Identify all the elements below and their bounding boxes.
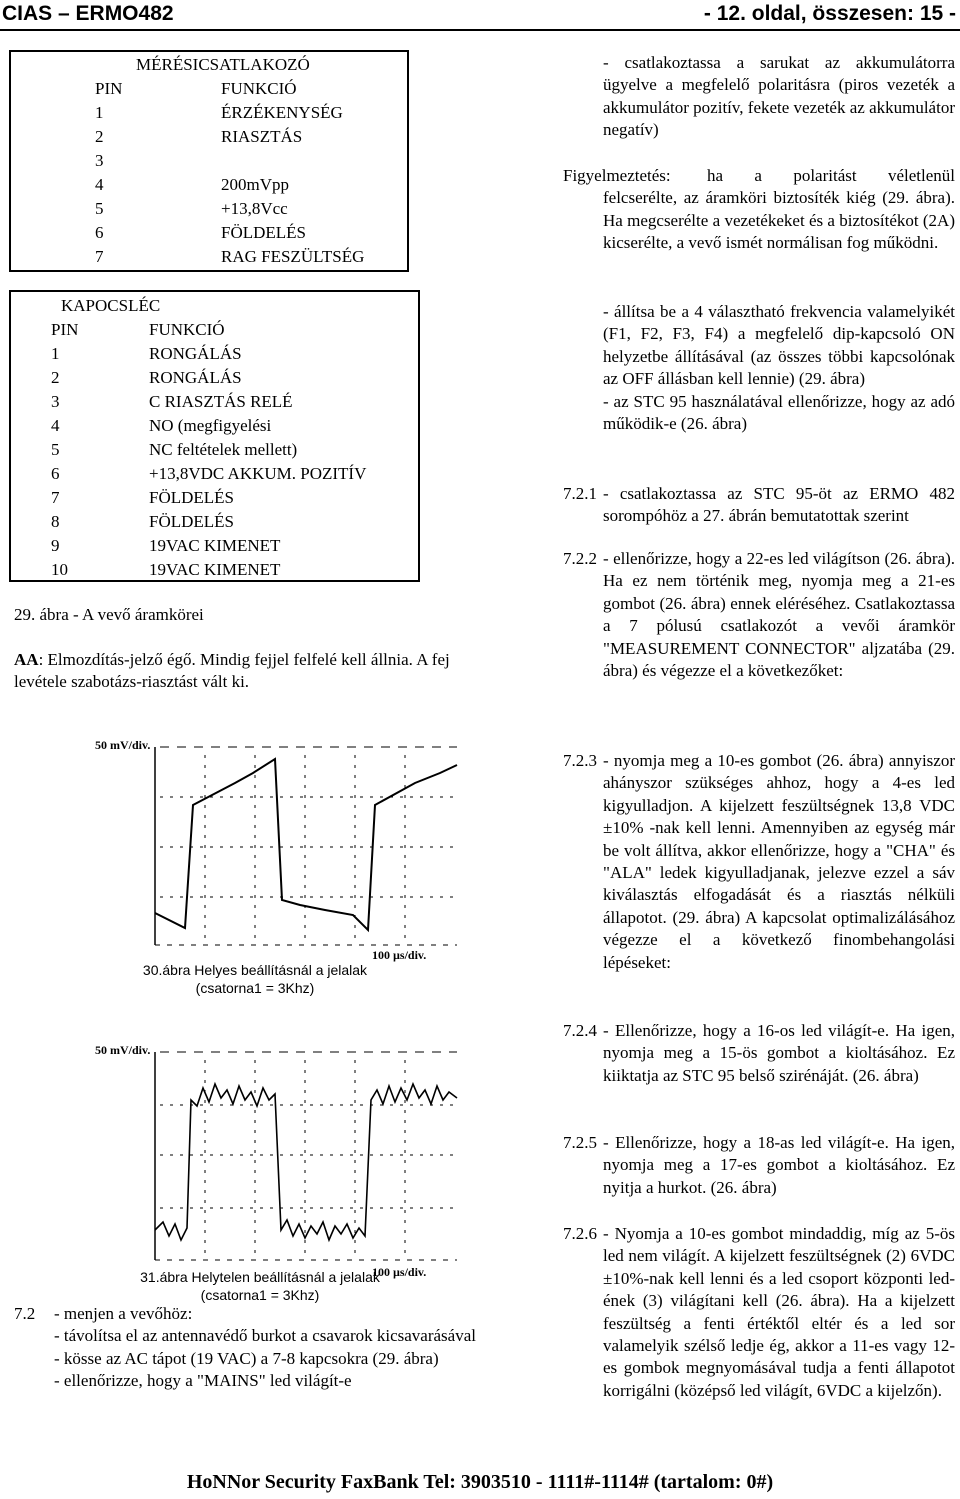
scope-figure-30 xyxy=(85,735,465,1000)
warning-text: felcserélte, az áramköri biztosíték kiég (29. ábra). Ha megcserélte a vezetékeket és a biztosítékot (2A) kicserélte, a vevő ismét normálisan fog működni. xyxy=(603,188,955,253)
pin-number: 4 xyxy=(95,175,104,194)
pin-number: 5 xyxy=(95,199,104,218)
warning-block xyxy=(563,165,955,255)
step-number: 7.2.6 xyxy=(563,1224,597,1243)
aa-text: : Elmozdítás-jelző égő. Mindig fejjel felfelé kell állnia. A fej levétele szabotázs-riasztást vált ki. xyxy=(14,650,450,692)
section-line: - kösse az AC tápot (19 VAC) a 7-8 kapcsokra (29. ábra) xyxy=(54,1348,439,1368)
page-header-title: CIAS – ERMO482 xyxy=(2,2,174,25)
step-number: 7.2.1 xyxy=(563,484,597,503)
warning-label: Figyelmeztetés: xyxy=(563,166,671,185)
warning-text: ha a polaritást véletlenül xyxy=(707,166,955,185)
pin-number: 1 xyxy=(95,103,104,122)
scope-waveform-incorrect xyxy=(85,1040,465,1270)
step-number: 7.2.5 xyxy=(563,1133,597,1152)
measurement-connector-table xyxy=(9,50,409,272)
col-header-function: FUNKCIÓ xyxy=(149,320,225,339)
pin-number: 7 xyxy=(95,247,104,266)
caption-line: (csatorna1 = 3Khz) xyxy=(195,980,315,996)
col-header-function: FUNKCIÓ xyxy=(221,79,297,98)
scope-figure-31 xyxy=(85,1040,465,1305)
pin-function: FÖLDELÉS xyxy=(221,223,306,242)
pin-function: NO (megfigyelési xyxy=(149,416,272,435)
tdiv-label: 100 µs/div. xyxy=(372,1265,427,1279)
pin-function: FÖLDELÉS xyxy=(149,512,234,531)
tdiv-label: 100 µs/div. xyxy=(372,948,427,962)
scope-waveform-correct xyxy=(85,735,465,965)
caption-line: 30.ábra Helyes beállításnál a jelalak xyxy=(142,962,368,978)
pin-number: 2 xyxy=(95,127,104,146)
pin-function: 19VAC KIMENET xyxy=(149,560,281,579)
page-footer: HoNNor Security FaxBank Tel: 3903510 - 1111#-1114# (tartalom: 0#) xyxy=(186,1471,774,1493)
frequency-instruction xyxy=(603,301,955,435)
pin-number: 9 xyxy=(51,536,60,555)
pin-number: 6 xyxy=(95,223,104,242)
pin-function: RIASZTÁS xyxy=(221,127,303,146)
caption-line: 31.ábra Helytelen beállításnál a jelalak xyxy=(140,1269,380,1285)
figure-29-caption: 29. ábra - A vevő áramkörei xyxy=(14,605,204,624)
step-text: - Ellenőrizze, hogy a 18-as led világít-e. Ha igen, nyomja meg a 17-es gombot a kioltásához. Ez nyitja a hurkot. (26. ábra) xyxy=(603,1133,955,1197)
col-header-pin: PIN xyxy=(51,320,79,339)
pin-number: 7 xyxy=(51,488,60,507)
table-title: MÉRÉSICSATLAKOZÓ xyxy=(136,55,310,74)
pin-function: 19VAC KIMENET xyxy=(149,536,281,555)
battery-instruction: - csatlakoztassa a sarukat az akkumulátorra ügyelve a megfelelő polaritásra (piros vezeték a akkumulátor pozitív, fekete vezeték az akkumulátor negatív) xyxy=(603,53,955,140)
step-text: - csatlakoztassa az STC 95-öt az ERMO 482 sorompóhöz a 27. ábrán bemutatottak szerint xyxy=(603,484,955,526)
pin-number: 4 xyxy=(51,416,60,435)
pin-number: 10 xyxy=(51,560,68,579)
caption-line: (csatorna1 = 3Khz) xyxy=(200,1287,320,1303)
vdiv-label: 50 mV/div. xyxy=(95,738,151,752)
section-line: - menjen a vevőhöz: xyxy=(54,1304,193,1323)
section-line: - ellenőrizze, hogy a "MAINS" led világít-e xyxy=(54,1371,352,1391)
pin-function: FÖLDELÉS xyxy=(149,488,234,507)
pin-number: 2 xyxy=(51,368,60,387)
figure-30-caption xyxy=(125,961,385,997)
section-line: - távolítsa el az antennavédő burkot a csavarok kicsavarásával xyxy=(54,1326,476,1346)
pin-number: 3 xyxy=(51,392,60,411)
pin-number: 5 xyxy=(51,440,60,459)
aa-label: AA xyxy=(14,650,39,669)
page-number: - 12. oldal, összesen: 15 - xyxy=(703,2,956,25)
step-number: 7.2.4 xyxy=(563,1021,597,1040)
pin-function: RONGÁLÁS xyxy=(149,368,242,387)
pin-number: 1 xyxy=(51,344,60,363)
pin-function: ÉRZÉKENYSÉG xyxy=(221,103,343,122)
pin-function: C RIASZTÁS RELÉ xyxy=(149,392,293,411)
pin-function: RONGÁLÁS xyxy=(149,344,242,363)
section-number: 7.2 xyxy=(14,1304,36,1323)
step-text: - ellenőrizze, hogy a 22-es led világítson (26. ábra). Ha ez nem történik meg, nyomja meg a 21-es gombot (26. ábra) ennek eléréséhez. Csatlakoztassa a 7 pólusú csatlakozót a vevői áramkör "MEASUREMENT CONNECTOR" aljzatába (29. ábra) és végezze el a következőket: xyxy=(603,549,955,681)
paragraph: - az STC 95 használatával ellenőrizze, hogy az adó működik-e (26. ábra) xyxy=(603,391,955,434)
paragraph: - állítsa be a 4 választható frekvencia valamelyikét (F1, F2, F3, F4) a megfelelő dip-kapcsoló ON helyzetbe állításával (az összes többi kapcsolónak az OFF állásban kell lennie) (29. ábra) xyxy=(603,302,955,389)
step-number: 7.2.3 xyxy=(563,751,597,770)
figure-31-caption xyxy=(125,1268,395,1304)
table-title: KAPOCSLÉC xyxy=(61,296,161,315)
pin-function: RAG FESZÜLTSÉG xyxy=(221,247,365,266)
pin-function: +13,8Vcc xyxy=(221,199,288,218)
pin-function: NC feltételek mellett) xyxy=(149,440,298,459)
vdiv-label: 50 mV/div. xyxy=(95,1043,151,1057)
step-text: - nyomja meg a 10-es gombot (26. ábra) annyiszor ahányszor szükséges ahhoz, hogy a 4-es led kigyulladjon. A kijelzett feszültségnek 13,8 VDC ±10% -nak kell lenni. Amennyiben az egység már be volt állítva, akkor ellenőrizze, hogy a "CHA" és "ALA" ledek kigyulladjanak, jelezve ezzel a sáv kiválasztás elfogadását és a riasztás nélküli állapotot. (29. ábra) A kapcsolat optimalizálásához végezze el a következő finombehangolási lépéseket: xyxy=(603,751,955,972)
step-number: 7.2.2 xyxy=(563,549,597,568)
step-text: - Nyomja a 10-es gombot mindaddig, míg az 5-ös led nem világít. A kijelzett feszültségnek (2) 6VDC ±10%-nak kell lenni és a led csoport központi led-ének (3) világítani kell (26. ábra). Ha a kijelzett feszültség a fenti értéktől eltér és a led sor valamelyik szélső ledje ég, akkor a 11-es vagy 12-es gombok megnyomásával tudja a fenti állapotot korrigálni (középső led világít, 6VDC a kijelzőn). xyxy=(603,1224,955,1400)
pin-function: 200mVpp xyxy=(221,175,289,194)
terminal-strip-table xyxy=(9,290,420,582)
pin-function: +13,8VDC AKKUM. POZITÍV xyxy=(149,464,367,483)
col-header-pin: PIN xyxy=(95,79,123,98)
pin-number: 6 xyxy=(51,464,60,483)
header-rule xyxy=(0,29,960,31)
pin-number: 3 xyxy=(95,151,104,170)
step-text: - Ellenőrizze, hogy a 16-os led világít-e. Ha igen, nyomja meg a 15-ös gombot a kioltásához. Ez kiiktatja az STC 95 belső szirénáját. (26. ábra) xyxy=(603,1021,955,1085)
pin-number: 8 xyxy=(51,512,60,531)
aa-description xyxy=(14,649,492,694)
section-7-2 xyxy=(14,1303,492,1393)
